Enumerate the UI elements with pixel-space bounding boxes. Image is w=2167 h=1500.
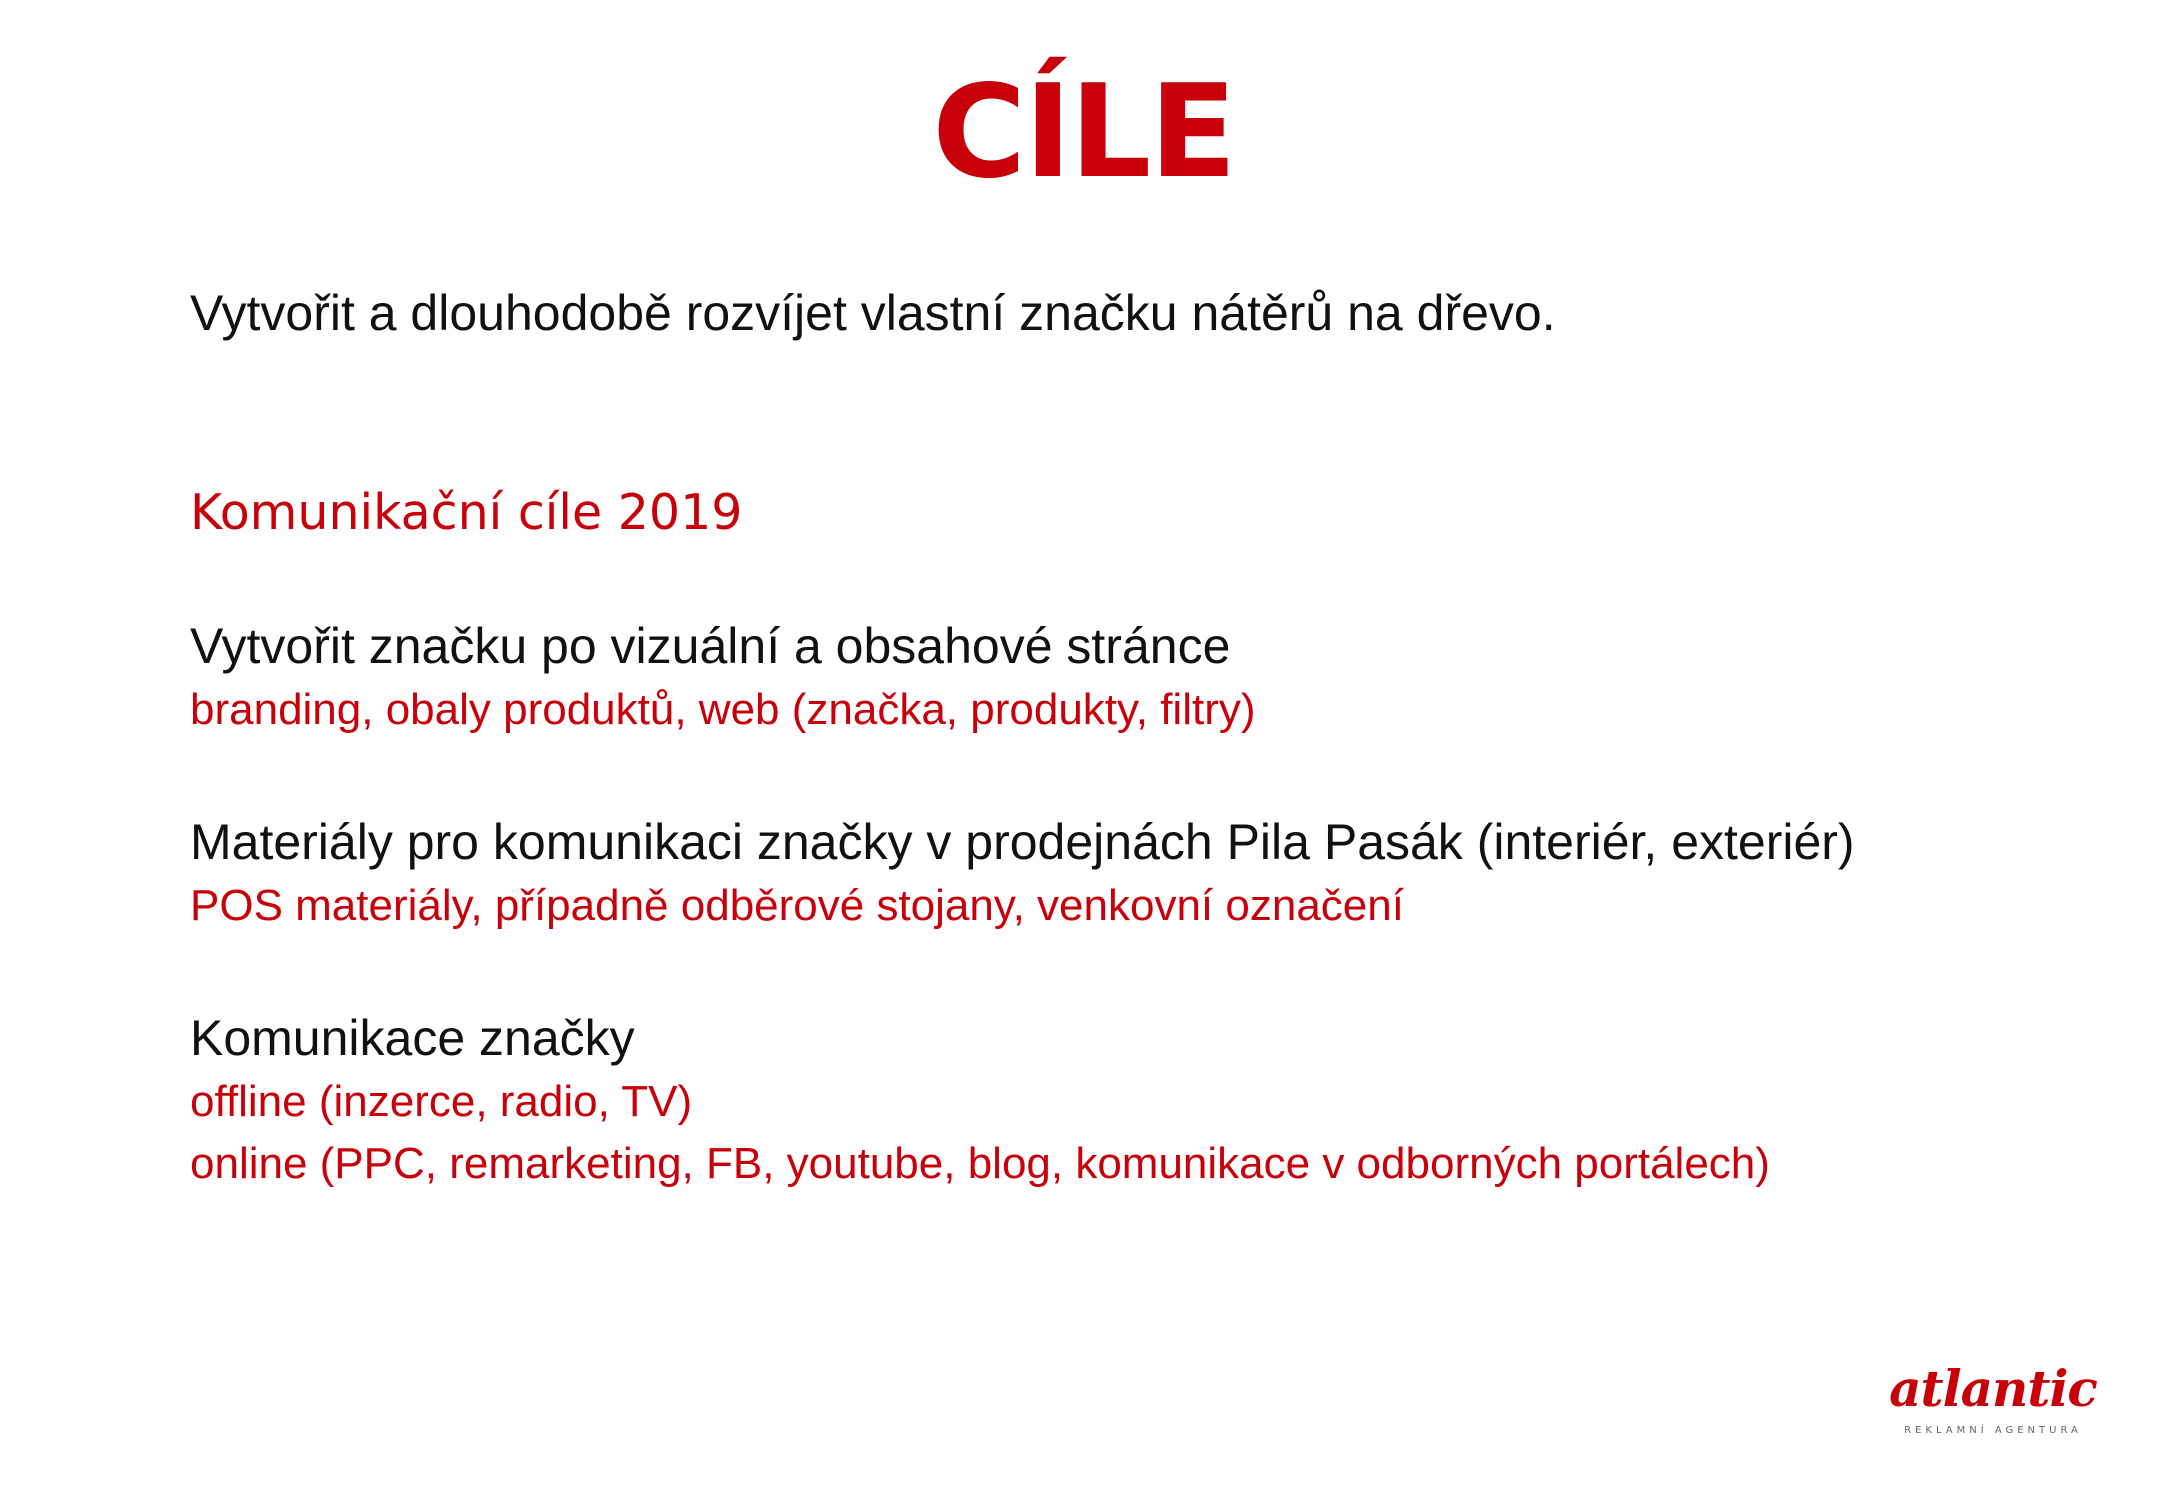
goal-3-detail-offline: offline (inzerce, radio, TV) <box>190 1077 693 1126</box>
goal-1-title: Vytvořit značku po vizuální a obsahové stránce <box>190 618 1231 674</box>
goal-3-detail-online: online (PPC, remarketing, FB, youtube, blog, komunikace v odborných portálech) <box>190 1139 1770 1188</box>
goal-2-title: Materiály pro komunikaci značky v prodejnách Pila Pasák (interiér, exteriér) <box>190 814 1855 870</box>
logo-tagline: REKLAMNÍ AGENTURA <box>1904 1425 2082 1436</box>
goal-2-detail: POS materiály, případně odběrové stojany, venkovní označení <box>190 881 1404 930</box>
goal-3-title: Komunikace značky <box>190 1010 635 1066</box>
atlantic-logo <box>1888 1358 2098 1448</box>
goal-1-detail: branding, obaly produktů, web (značka, produkty, filtry) <box>190 685 1256 734</box>
intro-text: Vytvořit a dlouhodobě rozvíjet vlastní značku nátěrů na dřevo. <box>190 285 1556 341</box>
logo-wordmark: atlantic <box>1889 1359 2097 1418</box>
section-heading: Komunikační cíle 2019 <box>190 484 743 541</box>
slide-title: CÍLE <box>932 58 1235 207</box>
